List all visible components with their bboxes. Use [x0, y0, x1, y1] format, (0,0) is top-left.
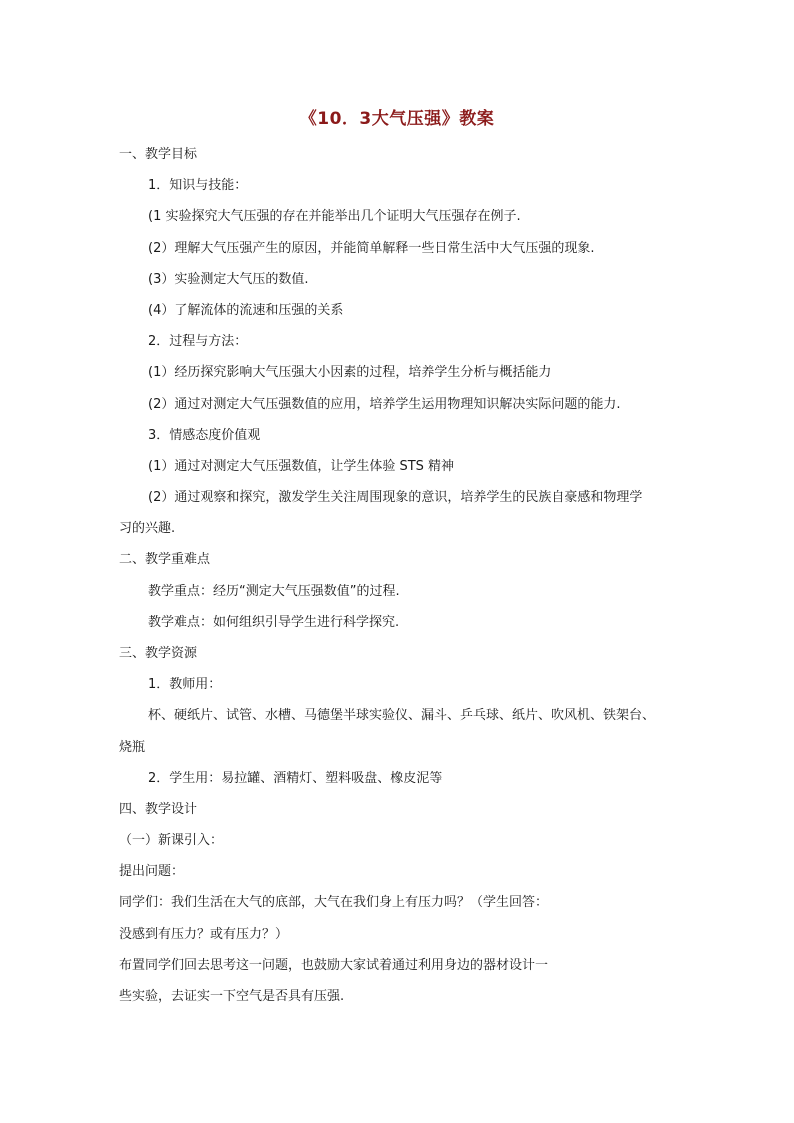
subheading-values: 3．情感态度价值观 — [148, 428, 261, 443]
subheading-teacher: 1．教师用： — [148, 677, 222, 692]
paragraph-line: 教学重点：经历“测定大气压强数值”的过程. — [148, 584, 400, 599]
document-title: 《10．3大气压强》教案 — [299, 109, 495, 129]
paragraph-line: (2）理解大气压强产生的原因，并能简单解释一些日常生活中大气压强的现象. — [148, 241, 595, 256]
paragraph-line: (1）经历探究影响大气压强大小因素的过程，培养学生分析与概括能力 — [148, 365, 552, 380]
section-heading-resources: 三、教学资源 — [119, 646, 198, 661]
subheading-knowledge: 1．知识与技能： — [148, 178, 248, 193]
paragraph-line: (4）了解流体的流速和压强的关系 — [148, 303, 344, 318]
paragraph-line: (2）通过对测定大气压强数值的应用，培养学生运用物理知识解决实际问题的能力. — [148, 397, 621, 412]
paragraph-line: 2．学生用：易拉罐、酒精灯、塑料吸盘、橡皮泥等 — [148, 771, 443, 786]
subheading-process: 2．过程与方法： — [148, 334, 248, 349]
paragraph-line: 烧瓶 — [119, 740, 146, 755]
paragraph-line: 习的兴趣. — [119, 521, 176, 536]
section-heading-design: 四、教学设计 — [119, 802, 198, 817]
paragraph-line: 些实验，去证实一下空气是否具有压强. — [119, 989, 345, 1004]
paragraph-line: 杯、硬纸片、试管、水槽、马德堡半球实验仪、漏斗、乒乓球、纸片、吹风机、铁架台、 — [148, 708, 656, 723]
paragraph-line: 提出问题： — [119, 864, 185, 879]
section-heading-key-points: 二、教学重难点 — [119, 552, 211, 567]
paragraph-line: (2）通过观察和探究，激发学生关注周围现象的意识，培养学生的民族自豪感和物理学 — [148, 490, 643, 505]
paragraph-line: (1）通过对测定大气压强数值，让学生体验 STS 精神 — [148, 459, 455, 474]
subheading-intro: （一）新课引入： — [119, 833, 224, 848]
paragraph-line: 教学难点：如何组织引导学生进行科学探究. — [148, 615, 400, 630]
paragraph-line: (1 实验探究大气压强的存在并能举出几个证明大气压强存在例子. — [148, 209, 521, 224]
section-heading-objectives: 一、教学目标 — [119, 147, 198, 162]
paragraph-line: 布置同学们回去思考这一问题，也鼓励大家试着通过利用身边的器材设计一 — [119, 958, 549, 973]
paragraph-line: 同学们：我们生活在大气的底部，大气在我们身上有压力吗？（学生回答： — [119, 895, 549, 910]
paragraph-line: 没感到有压力？或有压力？） — [119, 927, 289, 942]
paragraph-line: (3）实验测定大气压的数值. — [148, 272, 309, 287]
